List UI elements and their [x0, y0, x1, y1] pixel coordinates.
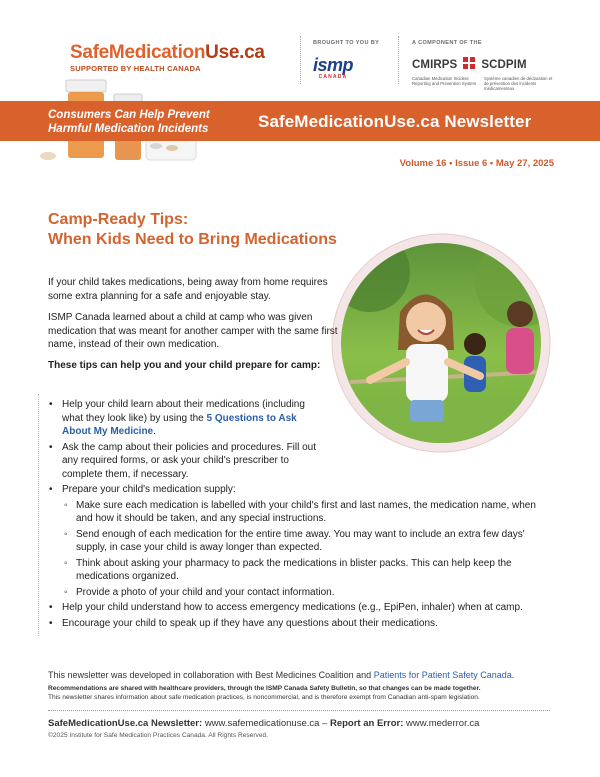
list-item	[48, 398, 318, 439]
footer-divider	[48, 710, 550, 711]
list-item: • Help your child understand how to access emergency medications (e.g., EpiPen, inhaler) when at camp.	[48, 601, 538, 615]
component-of-label: A COMPONENT OF THE	[412, 40, 482, 46]
header-divider	[300, 36, 301, 84]
brand-name	[70, 42, 265, 63]
footer-separator: –	[322, 718, 328, 729]
newsletter-label: SafeMedicationUse.ca Newsletter:	[48, 718, 203, 729]
cmirps-en: CMIRPS	[412, 59, 458, 71]
header-divider	[398, 36, 399, 84]
banner-tagline	[48, 108, 210, 136]
cmirps-description-fr: Système canadien de déclaration et de prévention des incidents médicamenteux	[484, 76, 553, 91]
headline-line2: When Kids Need to Bring Medications	[48, 231, 337, 248]
brand-name-part1: SafeMedication	[70, 42, 206, 63]
tagline-line2: Harmful Medication Incidents	[48, 123, 209, 135]
article-headline	[48, 210, 337, 250]
brand-logo[interactable]	[70, 42, 265, 73]
tips-list	[48, 398, 538, 632]
brought-by-label: BROUGHT TO YOU BY	[313, 40, 380, 46]
maple-leaf-icon	[463, 56, 475, 74]
newsletter-title: SafeMedicationUse.ca Newsletter	[258, 112, 532, 131]
newsletter-banner	[0, 101, 600, 141]
list-item	[48, 483, 538, 599]
list-item: • Ask the camp about their policies and procedures. Fill out any required forms, or ask your child's prescriber to complete them, if necessary.	[48, 441, 318, 482]
list-item: • Encourage your child to speak up if they have any questions about their medications.	[48, 617, 538, 631]
five-questions-link[interactable]: 5 Questions to Ask About My Medicine	[62, 412, 297, 437]
copyright: ©2025 Institute for Safe Medication Practices Canada. All Rights Reserved.	[48, 732, 269, 739]
supply-sublist	[62, 499, 538, 600]
recommendations-note: Recommendations are shared with healthcare providers, through the ISMP Canada Safety Bulletin, so that changes can be made together.	[48, 685, 481, 692]
brand-name-part2: Use.ca	[205, 42, 265, 63]
ismp-logo-sub: CANADA	[318, 74, 348, 80]
patients-for-patient-safety-link[interactable]: Patients for Patient Safety Canada	[373, 670, 512, 680]
headline-line1: Camp-Ready Tips:	[48, 211, 189, 228]
ismp-logo-text: ismp	[313, 55, 354, 75]
sub-list-item: ◦ Make sure each medication is labelled with your child's first and last names, the medication name, when and how it should be taken, and any special instructions.	[62, 499, 538, 526]
collab-end: .	[511, 670, 515, 680]
tip1-text: Help your child learn about their medications (including what they look like) by using the	[62, 399, 305, 424]
report-error-label: Report an Error:	[329, 718, 404, 729]
report-error-link[interactable]: www.mederror.ca	[406, 718, 480, 729]
camp-incident-paragraph: ISMP Canada learned about a child at camp who was given medication that was meant for another camper with the same first name, instead of their own medication.	[48, 312, 338, 350]
collab-text: This newsletter was developed in collaboration with Best Medicines Coalition and	[48, 670, 372, 680]
tagline-line1: Consumers Can Help Prevent	[48, 109, 210, 121]
brand-subtitle: SUPPORTED BY HEALTH CANADA	[70, 64, 201, 73]
cmirps-logo[interactable]	[412, 56, 562, 91]
tip3-text: Prepare your child's medication supply:	[62, 484, 236, 495]
tips-divider	[38, 394, 39, 636]
intro-paragraph: If your child takes medications, being away from home requires some extra planning for a safe and enjoyable stay.	[48, 277, 328, 302]
newsletter-url-link[interactable]: www.safemedicationuse.ca	[204, 718, 320, 729]
footer-links	[48, 718, 479, 729]
tip1-end: .	[153, 426, 156, 437]
antispam-note: This newsletter shares information about safe medication practices, is noncommercial, and is therefore exempt from Canadian anti-spam legislation.	[48, 694, 480, 701]
tips-intro: These tips can help you and your child prepare for camp:	[48, 360, 321, 371]
sub-list-item: ◦ Think about asking your pharmacy to pack the medications in blister packs. This can help keep the medications organized.	[62, 557, 538, 584]
issue-info: Volume 16 • Issue 6 • May 27, 2025	[399, 158, 554, 169]
sub-list-item: ◦ Send enough of each medication for the entire time away. You may want to include an extra few days' supply, in case your child is away longer than expected.	[62, 528, 538, 555]
ismp-canada-logo[interactable]	[313, 56, 353, 80]
cmirps-description-en: Canadian Medication Incident Reporting and Prevention System	[412, 76, 477, 86]
collaboration-note	[48, 670, 514, 680]
sub-list-item: ◦ Provide a photo of your child and your contact information.	[62, 586, 538, 600]
cmirps-fr: SCDPIM	[481, 59, 527, 71]
